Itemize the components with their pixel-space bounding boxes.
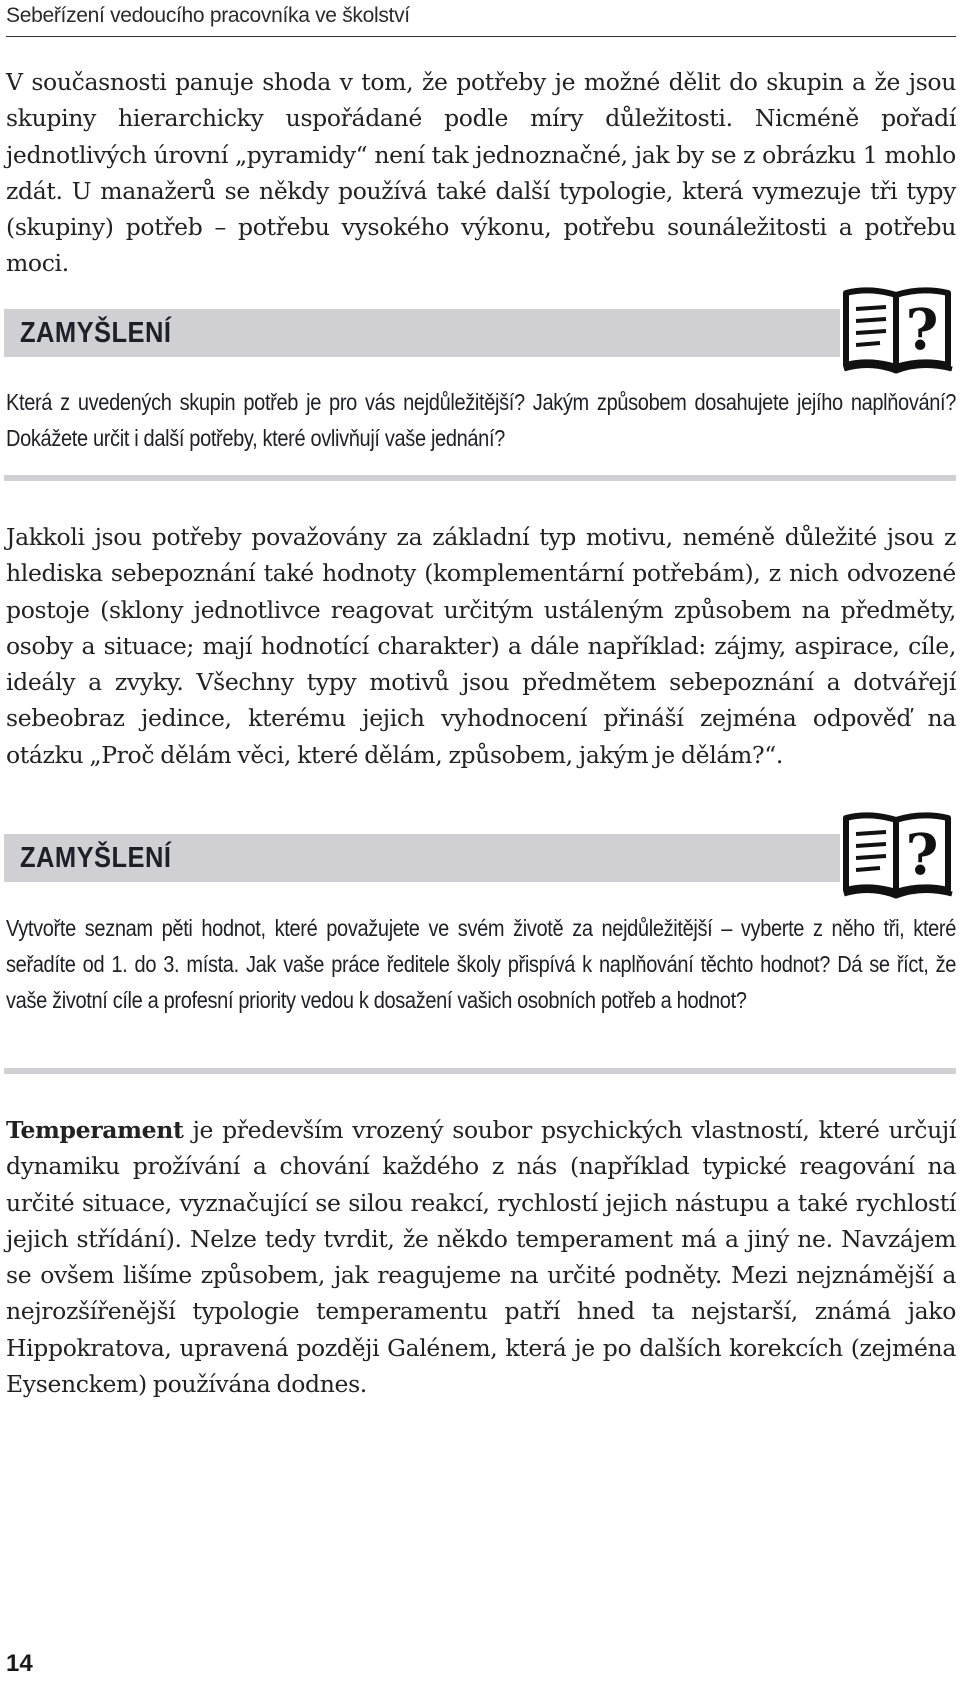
- running-head: Sebeřízení vedoucího pracovníka ve školství: [6, 4, 956, 37]
- svg-text:?: ?: [905, 297, 939, 363]
- paragraph-text: [6, 1112, 956, 1402]
- book-question-icon: [840, 283, 956, 375]
- paragraph-text: Jakkoli jsou potřeby považovány za základní typ motivu, neméně důležité jsou z hlediska sebepoznání také hodnoty (komplementární potřebám), z nich odvozené postoje (sklony jednotlivce reagovat určitým ustáleným způsobem na předměty, osoby a situace; mají hodnotící charakter) a dále například: zájmy, aspirace, cíle, ideály a zvyky. Všechny typy motivů jsou předmětem sebepoznání a dotvářejí sebeobraz jedince, kterému jejich vyhodnocení přináší zejména odpověď na otázku „Proč dělám věci, které dělám, způsobem, jakým je dělám?“.: [6, 523, 956, 769]
- reflection-box-title: ZAMYŠLENÍ: [20, 842, 172, 874]
- paragraph-temperament: [6, 1112, 956, 1402]
- paragraph-values: [6, 519, 956, 773]
- reflection-box-question: Která z uvedených skupin potřeb je pro vás nejdůležitější? Jakým způsobem dosahujete jejího naplňování? Dokážete určit i další potřeby, které ovlivňují vaše jednání?: [6, 389, 957, 451]
- svg-text:?: ?: [905, 822, 939, 888]
- book-question-icon: [840, 808, 956, 900]
- reflection-box-text: [6, 384, 957, 456]
- term-temperament: Temperament: [6, 1116, 184, 1144]
- reflection-box-title: ZAMYŠLENÍ: [20, 317, 172, 349]
- temperament-definition: je především vrozený soubor psychických vlastností, které určují dynamiku prožívání a chování každého z nás (například typické reagování na určité situace, vyznačující se silou reakcí, rychlostí jejich nástupu a také rychlostí jejich střídání). Nelze tedy tvrdit, že někdo temperament má a jiný ne. Navzájem se ovšem lišíme způsobem, jak reagujeme na určité podněty. Mezi nejznámější a nejrozšířenější typologie temperamentu patří hned ta nejstarší, známá jako Hippokratova, upravená později Galénem, která je po dalších korekcích (zejména Eysenckem) používána dodnes.: [6, 1116, 956, 1399]
- reflection-box-text: [6, 910, 957, 1018]
- reflection-box-question: Vytvořte seznam pěti hodnot, které považujete ve svém životě za nejdůležitější – vyberte z něho tři, které seřadíte od 1. do 3. místa. Jak vaše práce ředitele školy přispívá k naplňování těchto hodnot? Dá se říct, že vaše životní cíle a profesní priority vedou k dosažení vašich osobních potřeb a hodnot?: [6, 915, 957, 1013]
- reflection-box-divider: [4, 1068, 956, 1074]
- reflection-box-title-bar: [4, 834, 956, 882]
- reflection-box-divider: [4, 475, 956, 481]
- reflection-box-title-bar: [4, 309, 956, 357]
- paragraph-text: V současnosti panuje shoda v tom, že potřeby je možné dělit do skupin a že jsou skupiny hierarchicky uspořádané podle míry důležitosti. Nicméně pořadí jednotlivých úrovní „pyramidy“ není tak jednoznačné, jak by se z obrázku 1 mohlo zdát. U manažerů se někdy používá také další typologie, která vymezuje tři typy (skupiny) potřeb – potřebu vysokého výkonu, potřebu sounáležitosti a potřebu moci.: [6, 68, 956, 278]
- paragraph-needs-groups: [6, 64, 956, 282]
- page-number: 14: [6, 1650, 33, 1677]
